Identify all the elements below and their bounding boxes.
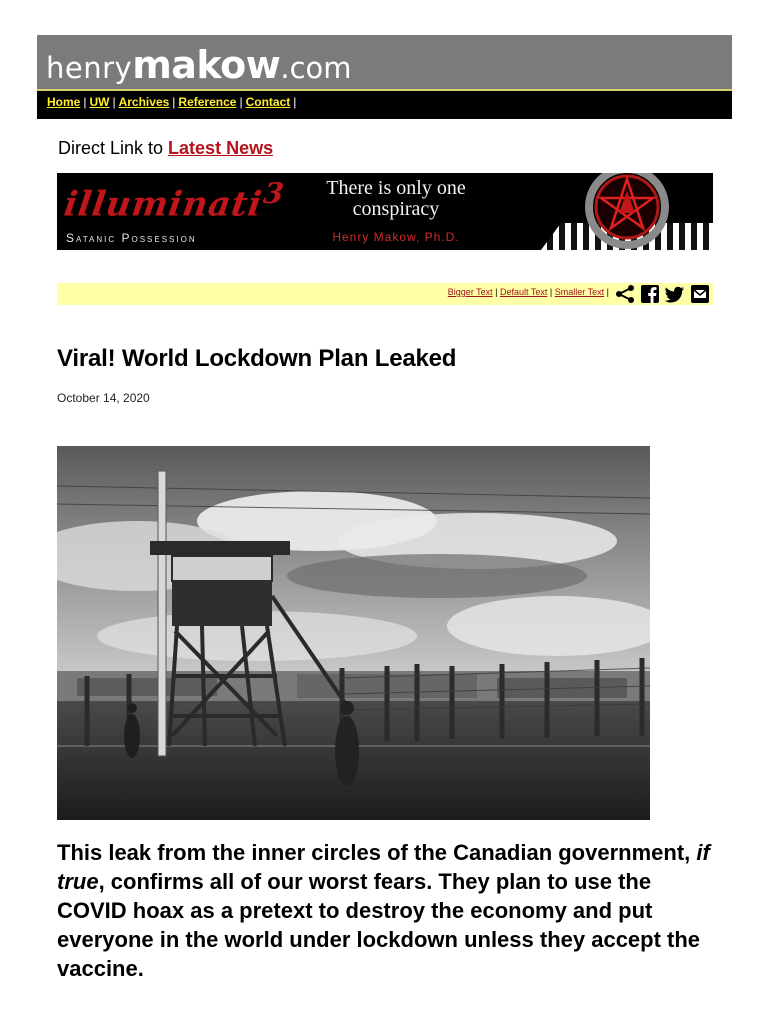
nav-reference-link[interactable]: Reference xyxy=(178,95,237,109)
bigger-text-link[interactable]: Bigger Text xyxy=(447,287,493,297)
smaller-text-link[interactable]: Smaller Text xyxy=(554,287,605,297)
article-date: October 14, 2020 xyxy=(57,391,150,405)
banner-logo-number: 3 xyxy=(261,176,287,210)
lede-part-1: This leak from the inner circles of the Canadian government, xyxy=(57,840,697,865)
nav-separator: | xyxy=(112,95,116,109)
banner-logo xyxy=(62,176,287,224)
site-title-part-2: makow xyxy=(132,43,281,87)
email-icon[interactable] xyxy=(691,285,709,303)
nav-uw-link[interactable]: UW xyxy=(89,95,110,109)
nav-separator: | xyxy=(293,95,297,109)
tools-separator: | xyxy=(495,287,498,297)
site-title[interactable] xyxy=(37,35,732,89)
nav-contact-link[interactable]: Contact xyxy=(245,95,291,109)
banner-author: Henry Makow, Ph.D. xyxy=(332,230,460,244)
text-size-links xyxy=(448,287,609,297)
lede-emphasis: if true xyxy=(57,840,710,894)
nav-home-link[interactable]: Home xyxy=(47,95,81,109)
nav-separator: | xyxy=(239,95,243,109)
banner-quote: There is only one conspiracy xyxy=(326,177,466,220)
prison-camp-watchtower-photo xyxy=(57,446,650,820)
site-title-part-3: .com xyxy=(280,51,352,85)
tools-separator: | xyxy=(549,287,553,297)
default-text-link[interactable]: Default Text xyxy=(500,287,548,297)
tools-separator: | xyxy=(606,287,609,297)
banner-logo-word: illuminati xyxy=(61,184,265,225)
pentagram-emblem-icon xyxy=(541,173,713,250)
article-headline: Viral! World Lockdown Plan Leaked xyxy=(57,345,457,372)
article-lede xyxy=(57,838,717,983)
book-banner[interactable] xyxy=(57,173,713,250)
nav-separator: | xyxy=(172,95,176,109)
facebook-icon[interactable] xyxy=(641,285,659,303)
twitter-icon[interactable] xyxy=(665,285,685,303)
direct-link-line xyxy=(58,138,273,159)
site-header xyxy=(37,35,732,119)
share-icons xyxy=(615,285,709,303)
lede-part-2: , confirms all of our worst fears. They plan to use the COVID hoax as a pretext to destroy the economy and put everyone in the world under lockdown unless they accept the vaccine. xyxy=(57,869,701,981)
site-title-part-1: henry xyxy=(46,51,133,85)
latest-news-link[interactable]: Latest News xyxy=(168,138,274,158)
nav-separator: | xyxy=(83,95,87,109)
text-tools-bar xyxy=(57,283,713,305)
share-icon[interactable] xyxy=(615,285,635,303)
top-nav xyxy=(37,89,732,119)
banner-subtitle: Satanic Possession xyxy=(66,231,197,245)
nav-archives-link[interactable]: Archives xyxy=(118,95,170,109)
direct-link-prefix: Direct Link to xyxy=(58,138,169,158)
